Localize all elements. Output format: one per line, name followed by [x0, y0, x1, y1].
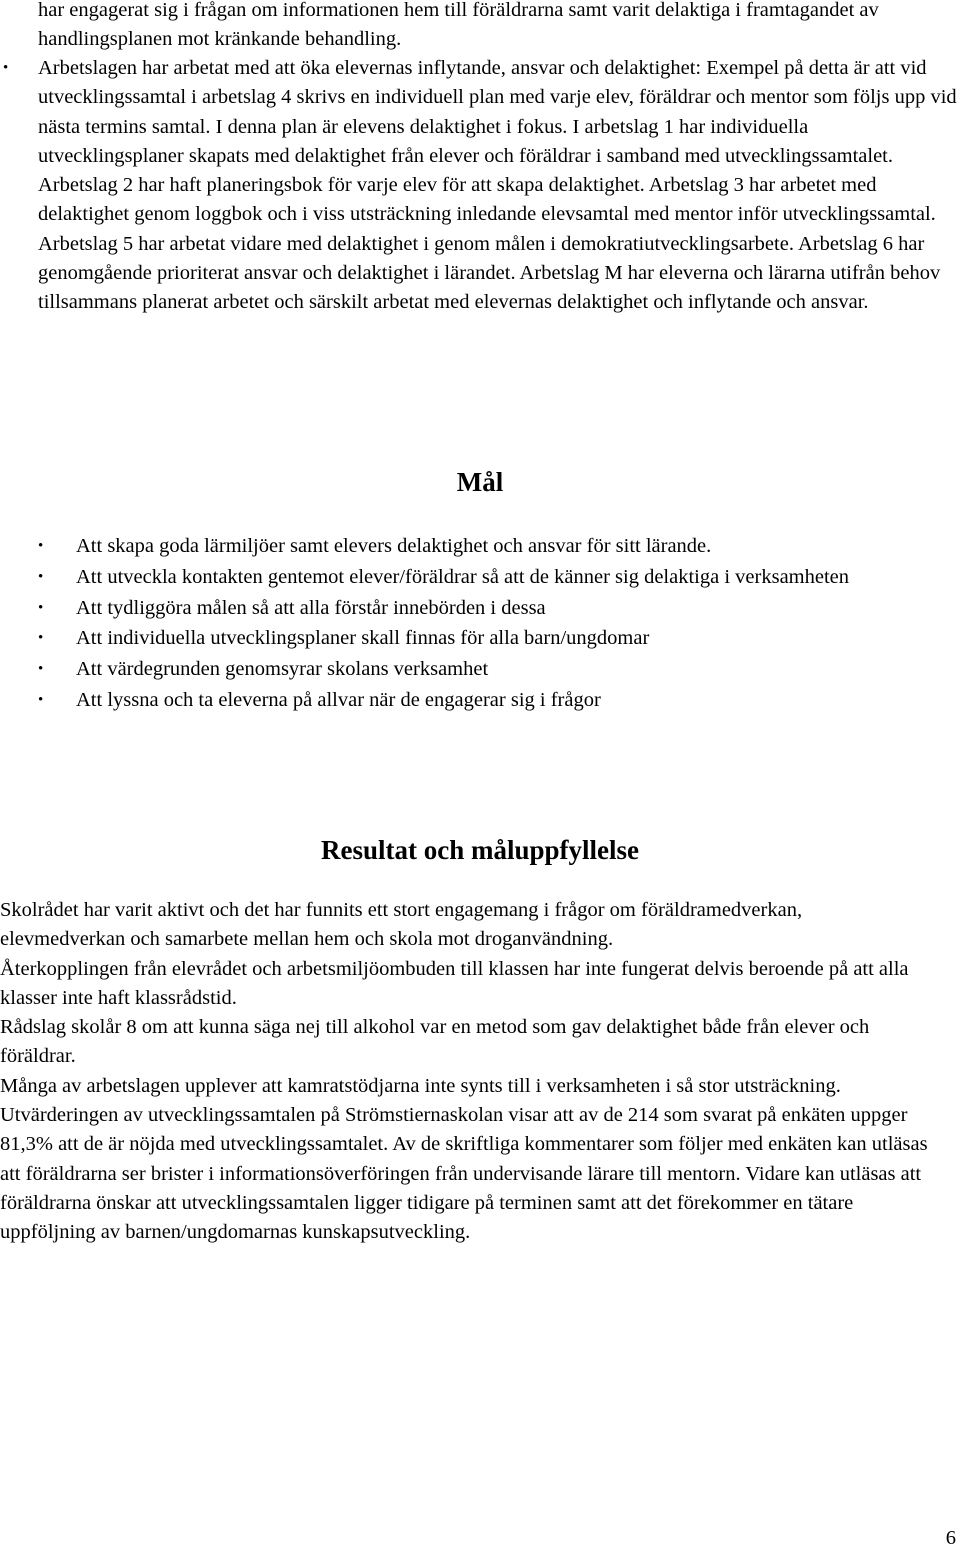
intro-continuation-paragraph: har engagerat sig i frågan om informationen hem till föräldrarna samt varit delaktiga i framtagandet av handlingsplanen mot kränkande behandling. [38, 0, 879, 51]
goal-item [38, 563, 918, 592]
goal-item [38, 655, 918, 684]
goal-text: Att tydliggöra målen så att alla förstår innebörden i dessa [76, 596, 546, 619]
bullet-icon: • [38, 661, 44, 678]
results-paragraph: Många av arbetslagen upplever att kamratstödjarna inte synts till i verksamheten i så stor utsträckning. [0, 1074, 841, 1097]
bullet-icon: • [38, 599, 44, 616]
bullet-icon: • [38, 691, 44, 708]
goal-item [38, 686, 918, 715]
goal-text: Att skapa goda lärmiljöer samt elevers delaktighet och ansvar för sitt lärande. [76, 535, 712, 557]
results-paragraph: Skolrådet har varit aktivt och det har funnits ett stort engagemang i frågor om föräldramedverkan, elevmedverkan och samarbete mellan hem och skola mot droganvändning. [0, 899, 803, 951]
results-paragraph: Återkopplingen från elevrådet och arbetsmiljöombuden till klassen har inte fungerat delvis beroende på att alla klasser inte haft klassrådstid. [0, 957, 909, 1009]
goal-text: Att värdegrunden genomsyrar skolans verksamhet [76, 658, 489, 681]
arbetslag-bullet-text: Arbetslagen har arbetat med att öka elevernas inflytande, ansvar och delaktighet: Exempel på detta är att vid utvecklingssamtal i arbetslag 4 skrivs en individuell plan med varje elev, föräldrar och mentor som följs upp vid nästa termins samtal. I denna plan är elevens delaktighet i fokus. I arbetslag 1 har individuella utvecklingsplaner skapats med delaktighet från elever och föräldrar i samband med utvecklingssamtalet. Arbetslag 2 har haft planeringsbok för varje elev för att skapa delaktighet. Arbetslag 3 har arbetet med delaktighet genom loggbok och i viss utsträckning inledande elevsamtal med mentor inför utvecklingssamtal. Arbetslag 5 har arbetat vidare med delaktighet i genom målen i demokratiutvecklingsarbete. Arbetslag 6 har genomgående prioriterat ansvar och delaktighet i lärandet. Arbetslag M har eleverna och lärarna utifrån behov tillsammans planerat arbetet och särskilt arbetat med elevernas delaktighet och inflytande och ansvar. [38, 57, 957, 314]
bullet-icon: • [38, 630, 44, 647]
goal-item [38, 594, 918, 623]
bullet-icon: • [38, 538, 44, 554]
results-paragraph: Rådslag skolår 8 om att kunna säga nej till alkohol var en metod som gav delaktighet både från elever och föräldrar. [0, 1016, 870, 1068]
goal-item [38, 624, 918, 653]
bullet-icon: • [3, 60, 9, 76]
arbetslag-bullet [0, 54, 960, 318]
goal-text: Att lyssna och ta eleverna på allvar när de engagerar sig i frågor [76, 688, 601, 711]
results-paragraph: Utvärderingen av utvecklingssamtalen på Strömstiernaskolan visar att av de 214 som svarat på enkäten uppger 81,3% att de är nöjda med utvecklingssamtalet. Av de skriftliga kommentarer som följer med enkäten kan utläsas att föräldrarna ser brister i informationsöverföringen från undervisande lärare till mentorn. Vidare kan utläsas att föräldrarna önskar att utvecklingssamtalen ligger tidigare på terminen samt att det förekommer en tätare uppföljning av barnen/ungdomarnas kunskapsutveckling. [0, 1104, 928, 1244]
page-number: 6 [945, 1527, 956, 1549]
goal-text: Att individuella utvecklingsplaner skall finnas för alla barn/ungdomar [76, 627, 650, 650]
goal-text: Att utveckla kontakten gentemot elever/föräldrar så att de känner sig delaktiga i verksamheten [76, 565, 850, 588]
mal-heading: Mål [456, 467, 504, 497]
goals-list [38, 532, 918, 717]
bullet-icon: • [38, 568, 44, 585]
results-section [0, 896, 930, 1248]
arbetslag-bullet-row [0, 54, 958, 318]
goal-item [38, 532, 918, 561]
resultat-heading: Resultat och måluppfyllelse [320, 835, 639, 865]
